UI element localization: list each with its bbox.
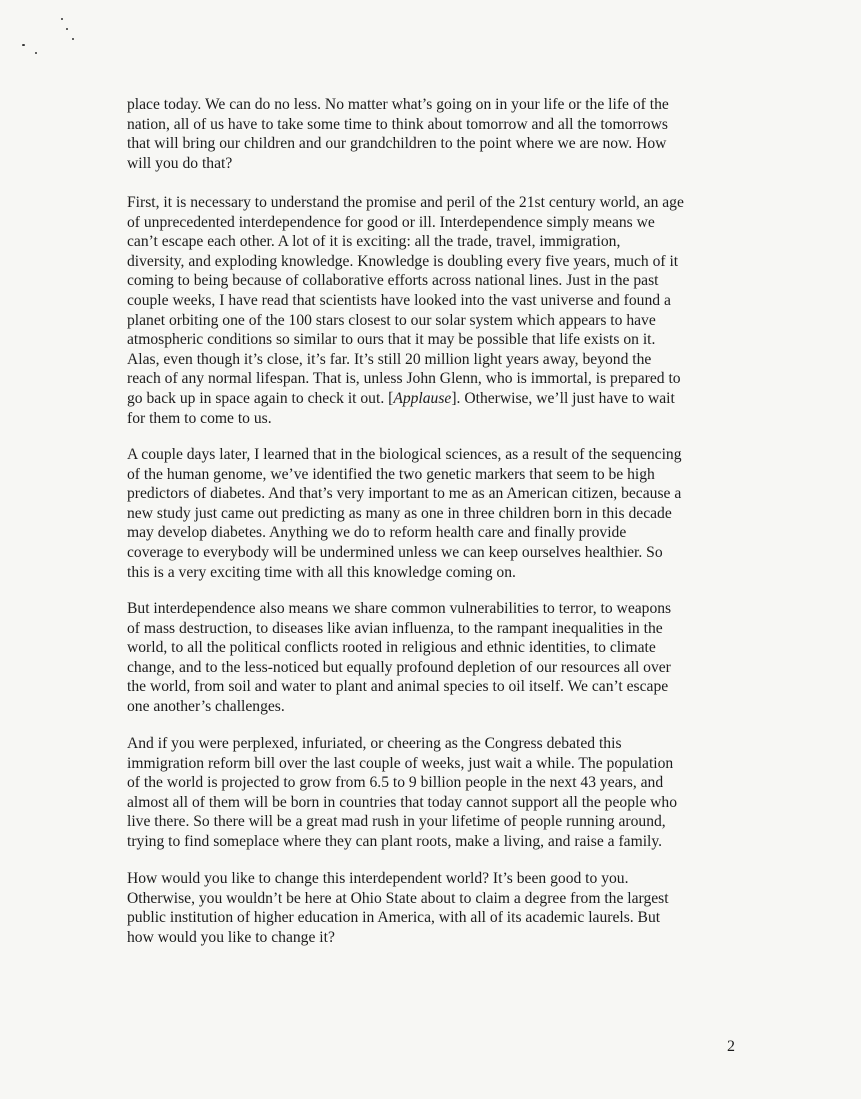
text-line: First, it is necessary to understand the promise and peril of the 21st century world, an age bbox=[127, 194, 684, 211]
text-line: coverage to everybody will be undermined unless we can keep ourselves healthier. So bbox=[127, 543, 663, 561]
text-line: Alas, even though it’s close, it’s far. It’s still 20 million light years away, beyond the bbox=[127, 350, 652, 368]
text-line: of the human genome, we’ve identified the two genetic markers that seem to be high bbox=[127, 465, 655, 483]
text-line: go back up in space again to check it out. [Applause]. Otherwise, we’ll just have to wait bbox=[127, 389, 675, 407]
text-line: diversity, and exploding knowledge. Knowledge is doubling every five years, much of it bbox=[127, 252, 679, 270]
text-line: of the world is projected to grow from 6.5 to 9 billion people in the next 43 years, and bbox=[127, 774, 664, 792]
text-line: predictors of diabetes. And that’s very important to me as an American citizen, because a bbox=[127, 485, 682, 503]
paragraph-6 bbox=[127, 869, 737, 947]
text-line: new study just came out predicting as many as one in three children born in this decade bbox=[127, 504, 672, 522]
text-line: live there. So there will be a great mad rush in your lifetime of people running around, bbox=[127, 813, 666, 831]
text-line: of unprecedented interdependence for good or ill. Interdependence simply means we bbox=[127, 213, 655, 231]
text-line: the world, from soil and water to plant and animal species to oil itself. We can’t escape bbox=[127, 678, 669, 696]
text-line: public institution of higher education in America, with all of its academic laurels. But bbox=[127, 909, 661, 927]
text-line: How would you like to change this interdependent world? It’s been good to you. bbox=[127, 870, 629, 887]
text-line: may develop diabetes. Anything we do to reform health care and finally provide bbox=[127, 524, 627, 542]
paragraph-4 bbox=[127, 599, 737, 717]
scan-speck bbox=[66, 28, 68, 30]
text-line: reach of any normal lifespan. That is, unless John Glenn, who is immortal, is prepared to bbox=[127, 370, 681, 388]
page-number: 2 bbox=[727, 1038, 735, 1055]
text-line: immigration reform bill over the last couple of weeks, just wait a while. The population bbox=[127, 754, 674, 772]
paragraph-3 bbox=[127, 445, 737, 582]
text-line: of mass destruction, to diseases like avian influenza, to the rampant inequalities in the bbox=[127, 619, 663, 637]
text-line: for them to come to us. bbox=[127, 409, 272, 427]
scan-speck bbox=[22, 44, 25, 46]
text-line: one another’s challenges. bbox=[127, 697, 285, 715]
paragraph-2 bbox=[127, 193, 737, 428]
text-line: planet orbiting one of the 100 stars closest to our solar system which appears to have bbox=[127, 311, 656, 329]
text-line: how would you like to change it? bbox=[127, 928, 335, 946]
scan-speck bbox=[72, 38, 74, 40]
text-line: But interdependence also means we share common vulnerabilities to terror, to weapons bbox=[127, 600, 672, 617]
text-line: atmospheric conditions so similar to ours that it may be possible that life exists on it. bbox=[127, 331, 656, 349]
text-line: Otherwise, you wouldn’t be here at Ohio State about to claim a degree from the largest bbox=[127, 889, 669, 907]
text-line: couple weeks, I have read that scientists have looked into the vast universe and found a bbox=[127, 291, 671, 309]
text-line: change, and to the less-noticed but equally profound depletion of our resources all over bbox=[127, 658, 671, 676]
text-line: will you do that? bbox=[127, 154, 233, 172]
paragraph-5 bbox=[127, 734, 737, 852]
text-line: almost all of them will be born in countries that today cannot support all the people who bbox=[127, 793, 677, 811]
text-line: A couple days later, I learned that in the biological sciences, as a result of the sequencing bbox=[127, 446, 682, 463]
text-line: And if you were perplexed, infuriated, or cheering as the Congress debated this bbox=[127, 735, 622, 752]
text-line: that will bring our children and our grandchildren to the point where we are now. How bbox=[127, 135, 667, 153]
text-line: this is a very exciting time with all this knowledge coming on. bbox=[127, 563, 516, 581]
text-line: trying to find someplace where they can plant roots, make a living, and raise a family. bbox=[127, 832, 663, 850]
text-line: can’t escape each other. A lot of it is exciting: all the trade, travel, immigration, bbox=[127, 233, 621, 251]
scan-speck bbox=[61, 18, 63, 20]
text-line: nation, all of us have to take some time to think about tomorrow and all the tomorrows bbox=[127, 115, 668, 133]
text-line: world, to all the political conflicts rooted in religious and ethnic identities, to climate bbox=[127, 639, 656, 657]
scan-speck bbox=[35, 52, 37, 54]
applause-annotation: Applause bbox=[393, 389, 452, 407]
text-line: place today. We can do no less. No matter what’s going on in your life or the life of the bbox=[127, 96, 669, 113]
text-line: coming to being because of collaborative efforts across national lines. Just in the past bbox=[127, 272, 659, 290]
paragraph-1 bbox=[127, 95, 737, 173]
